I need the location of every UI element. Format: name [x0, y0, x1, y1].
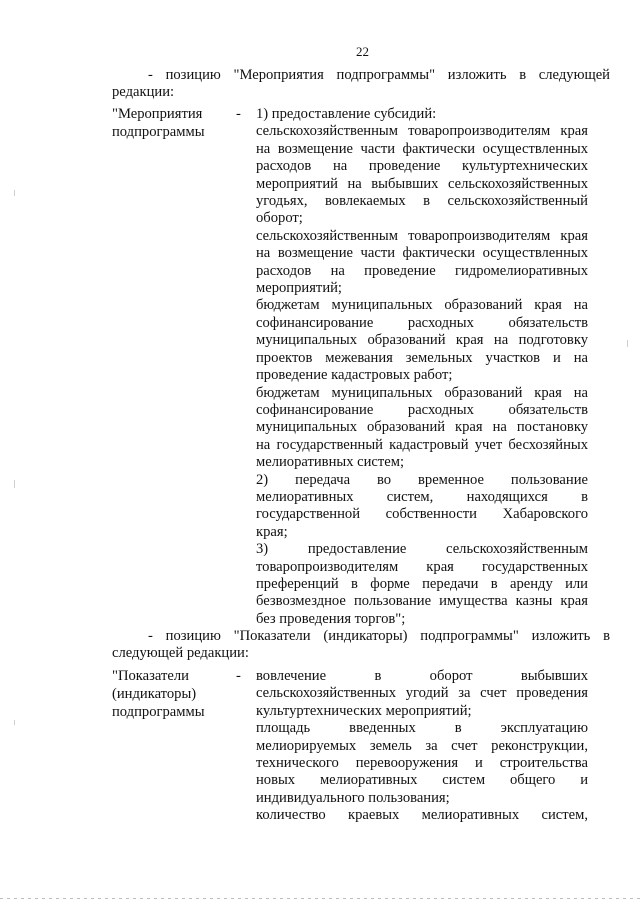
- body-line: вовлечение в оборот выбывших: [256, 668, 588, 684]
- intro-2-line-1: - позицию "Показатели (индикаторы) подпрограммы" изложить в: [148, 628, 610, 644]
- block-1-body: [256, 106, 588, 628]
- body-line: товаропроизводителям края государственных: [256, 558, 588, 575]
- body-line: мероприятий на выбывших сельскохозяйственных: [256, 175, 588, 192]
- block-2-label: [112, 667, 230, 721]
- scan-speck: [627, 340, 628, 347]
- body-line: проведение кадастровых работ;: [256, 367, 453, 384]
- body-line: муниципальных образований края на постановку: [256, 419, 588, 436]
- body-line: 1) предоставление субсидий:: [256, 106, 437, 122]
- body-line: бюджетам муниципальных образований края на: [256, 297, 588, 314]
- intro-paragraph-2: [112, 628, 610, 662]
- body-line: софинансирование расходных обязательств: [256, 401, 588, 418]
- body-line: бюджетам муниципальных образований края на: [256, 384, 588, 401]
- body-line: индивидуального пользования;: [256, 789, 450, 806]
- body-line: государственной собственности Хабаровского: [256, 506, 588, 523]
- body-line: оборот;: [256, 210, 303, 227]
- body-line: края;: [256, 523, 288, 540]
- block-2-dash: -: [236, 668, 241, 684]
- intro-paragraph-1: [112, 67, 610, 101]
- body-line: софинансирование расходных обязательств: [256, 314, 588, 331]
- body-line: преференций в форме передачи в аренду или: [256, 575, 588, 592]
- intro-1-line-1: - позицию "Мероприятия подпрограммы" изложить в следующей: [148, 67, 610, 83]
- body-line: безвозмездное пользование имущества казны края: [256, 593, 588, 610]
- body-line: сельскохозяйственным товаропроизводителям края: [256, 123, 588, 140]
- body-line: на государственный кадастровый учет бесхозяйных: [256, 436, 588, 453]
- block-1-label: [112, 105, 230, 141]
- body-line: количество краевых мелиоративных систем,: [256, 807, 588, 824]
- intro-1-line-2: редакции:: [112, 84, 175, 101]
- body-line: мероприятий;: [256, 280, 342, 297]
- body-line: мелиоративных систем, находящихся в: [256, 488, 588, 505]
- body-line: муниципальных образований края на подготовку: [256, 332, 588, 349]
- body-line: сельскохозяйственным товаропроизводителям края: [256, 227, 588, 244]
- block-2-label-line: (индикаторы): [112, 686, 197, 702]
- body-line: расходов на проведение культуртехнических: [256, 158, 588, 175]
- body-line: проектов межевания земельных участков и на: [256, 349, 588, 366]
- scan-edge-line: [0, 898, 640, 899]
- body-line: мелиоративных систем;: [256, 454, 405, 471]
- body-line: расходов на проведение гидромелиоративных: [256, 262, 588, 279]
- body-line: площадь введенных в эксплуатацию: [256, 720, 588, 737]
- scan-speck: [14, 480, 15, 488]
- intro-2-line-2: следующей редакции:: [112, 645, 249, 662]
- block-2-label-line: "Показатели: [112, 668, 189, 684]
- block-2-label-line: подпрограммы: [112, 704, 205, 720]
- scan-speck: [14, 190, 15, 196]
- body-line: новых мелиоративных систем общего и: [256, 772, 588, 789]
- scan-speck: [14, 720, 15, 725]
- body-line: 2) передача во временное пользование: [256, 471, 588, 488]
- body-line: угодьях, вовлекаемых в сельскохозяйственный: [256, 193, 588, 210]
- body-line: без проведения торгов";: [256, 610, 406, 627]
- body-line: сельскохозяйственных угодий за счет проведения: [256, 685, 588, 702]
- body-line: на возмещение части фактически осуществленных: [256, 140, 588, 157]
- block-2-body: [256, 668, 588, 825]
- page-number: 22: [356, 44, 369, 59]
- body-line: на возмещение части фактически осуществленных: [256, 245, 588, 262]
- body-line: технического перевооружения и строительства: [256, 755, 588, 772]
- body-line: 3) предоставление сельскохозяйственным: [256, 541, 588, 558]
- body-line: мелиорируемых земель за счет реконструкции,: [256, 737, 588, 754]
- block-1-label-line: подпрограммы: [112, 124, 205, 140]
- block-1-label-line: "Мероприятия: [112, 106, 203, 122]
- block-1-dash: -: [236, 106, 241, 122]
- body-line: культуртехнических мероприятий;: [256, 702, 472, 719]
